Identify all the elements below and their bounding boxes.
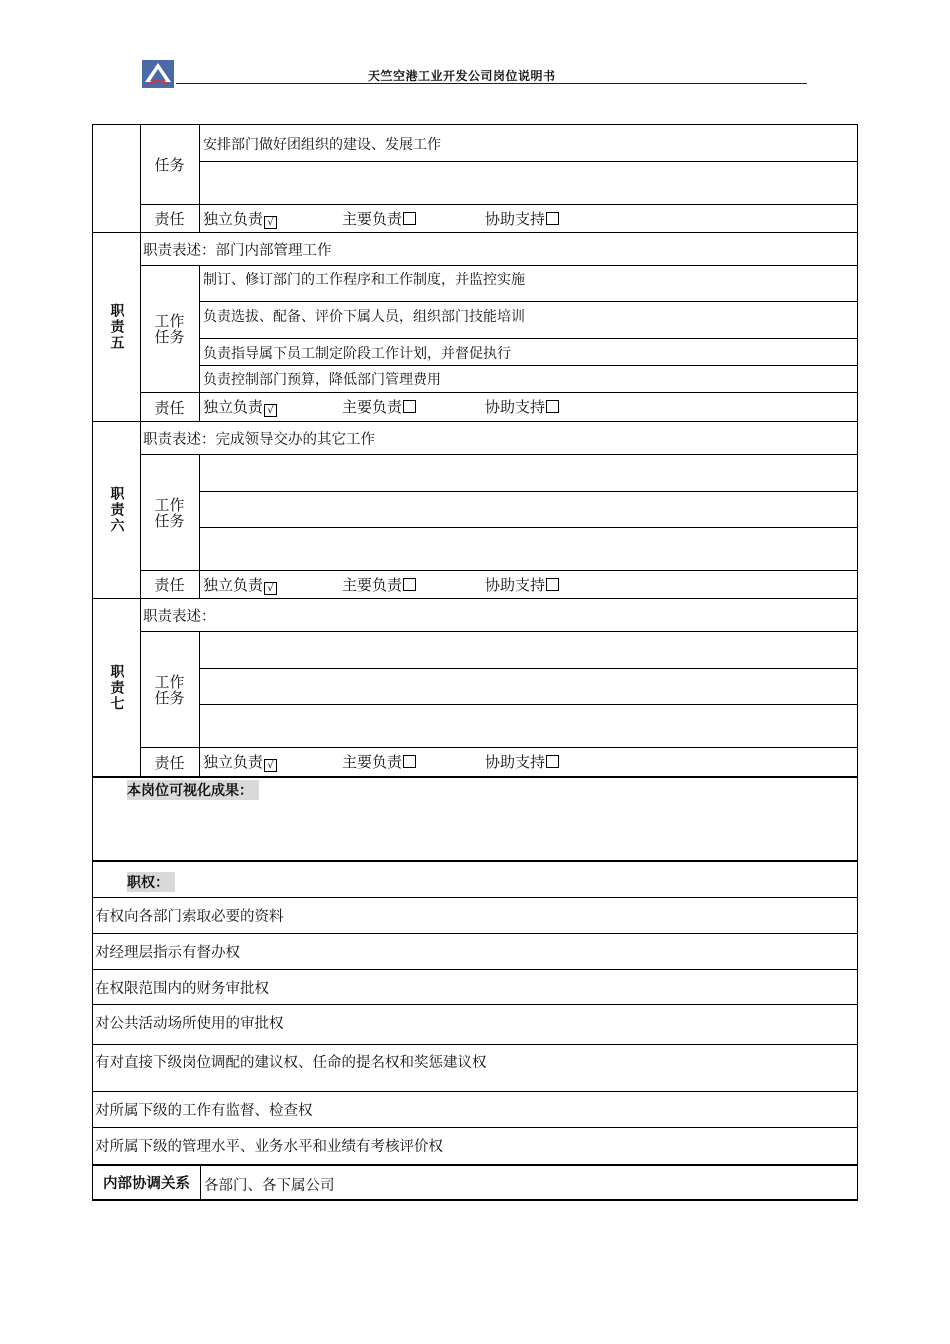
authority-header-row	[93, 862, 857, 898]
authority-title: 职权：	[127, 872, 175, 892]
task-item: 安排部门做好团组织的建设、发展工作	[199, 125, 857, 162]
assist-option[interactable]: 协助支持	[485, 396, 559, 417]
checkbox-empty-icon[interactable]	[546, 212, 559, 225]
task-label: 任务	[140, 125, 200, 204]
task-item	[199, 669, 857, 705]
responsibility-row	[140, 748, 857, 777]
task-item: 负责控制部门预算，降低部门管理费用	[203, 372, 441, 388]
main-option[interactable]: 主要负责	[342, 396, 416, 417]
checkbox-checked-icon[interactable]: √	[264, 216, 277, 229]
coordination-row	[92, 1164, 858, 1201]
authority-item: 有对直接下级岗位调配的建议权、任命的提名权和奖惩建议权	[93, 1045, 857, 1092]
task-item	[199, 162, 857, 205]
assist-option[interactable]: 协助支持	[485, 751, 559, 772]
checkbox-empty-icon[interactable]	[403, 212, 416, 225]
duty-7-label: 职责七	[93, 599, 141, 776]
responsibility-row	[140, 393, 857, 422]
task-item	[199, 705, 857, 748]
checkbox-empty-icon[interactable]	[403, 578, 416, 591]
work-task-group	[140, 632, 857, 748]
duty-description: 职责表述：	[143, 609, 216, 625]
checkbox-empty-icon[interactable]	[546, 400, 559, 413]
authority-item: 对经理层指示有督办权	[93, 934, 857, 970]
duty-description-row	[140, 599, 857, 632]
work-task-label: 工作 任务	[140, 266, 200, 392]
independent-option[interactable]: 独立负责 √	[203, 751, 277, 772]
assist-option[interactable]: 协助支持	[485, 208, 559, 229]
authority-item: 在权限范围内的财务审批权	[93, 970, 857, 1005]
assist-option[interactable]: 协助支持	[485, 574, 559, 595]
coordination-value: 各部门、各下属公司	[204, 1178, 335, 1194]
main-option[interactable]: 主要负责	[342, 208, 416, 229]
duty-section-continued	[92, 124, 858, 232]
duties-table	[92, 124, 858, 776]
duty-5-label: 职责五	[93, 233, 141, 421]
task-item	[199, 632, 857, 669]
checkbox-empty-icon[interactable]	[546, 578, 559, 591]
visual-results-section	[92, 776, 858, 862]
duty-description: 职责表述：完成领导交办的其它工作	[143, 432, 375, 448]
task-item	[199, 455, 857, 492]
task-item: 制订、修订部门的工作程序和工作制度，并监控实施	[199, 266, 857, 302]
independent-option[interactable]: 独立负责 √	[203, 208, 277, 229]
independent-option[interactable]: 独立负责 √	[203, 396, 277, 417]
duty-6-label: 职责六	[93, 422, 141, 598]
work-task-label: 工作 任务	[140, 455, 200, 570]
company-logo-icon	[142, 60, 174, 88]
responsibility-row	[140, 205, 857, 233]
main-option[interactable]: 主要负责	[342, 574, 416, 595]
authority-item: 对所属下级的管理水平、业务水平和业绩有考核评价权	[95, 1139, 443, 1155]
responsibility-row	[140, 571, 857, 599]
checkbox-empty-icon[interactable]	[403, 755, 416, 768]
checkbox-empty-icon[interactable]	[546, 755, 559, 768]
document-header	[142, 60, 807, 86]
task-item	[199, 492, 857, 528]
task-item	[199, 528, 857, 571]
checkbox-checked-icon[interactable]: √	[264, 582, 277, 595]
duty-section-7	[92, 598, 858, 776]
authority-section	[92, 862, 858, 1164]
responsibility-label: 责任	[140, 571, 200, 599]
task-row-group	[140, 125, 857, 205]
authority-item: 对所属下级的工作有监督、检查权	[93, 1092, 857, 1128]
duty-section-6	[92, 421, 858, 598]
responsibility-label: 责任	[140, 393, 200, 422]
authority-item: 对公共活动场所使用的审批权	[93, 1005, 857, 1045]
duty-label-empty	[93, 125, 141, 232]
authority-item: 有权向各部门索取必要的资料	[93, 898, 857, 934]
duty-description-row	[140, 233, 857, 266]
checkbox-empty-icon[interactable]	[403, 400, 416, 413]
duty-description-row	[140, 422, 857, 455]
checkbox-checked-icon[interactable]: √	[264, 404, 277, 417]
coordination-label: 内部协调关系	[93, 1166, 201, 1199]
header-divider	[176, 83, 807, 84]
duty-description: 职责表述：部门内部管理工作	[143, 243, 332, 259]
document-title: 天竺空港工业开发公司岗位说明书	[368, 69, 556, 83]
responsibility-label: 责任	[140, 205, 200, 233]
duty-section-5	[92, 232, 858, 421]
task-item: 负责指导属下员工制定阶段工作计划，并督促执行	[199, 339, 857, 366]
independent-option[interactable]: 独立负责 √	[203, 574, 277, 595]
responsibility-label: 责任	[140, 748, 200, 777]
work-task-group	[140, 455, 857, 571]
work-task-group	[140, 266, 857, 393]
main-option[interactable]: 主要负责	[342, 751, 416, 772]
checkbox-checked-icon[interactable]: √	[264, 759, 277, 772]
visual-results-title: 本岗位可视化成果：	[127, 780, 259, 800]
task-item: 负责选拔、配备、评价下属人员，组织部门技能培训	[199, 302, 857, 339]
work-task-label: 工作 任务	[140, 632, 200, 747]
